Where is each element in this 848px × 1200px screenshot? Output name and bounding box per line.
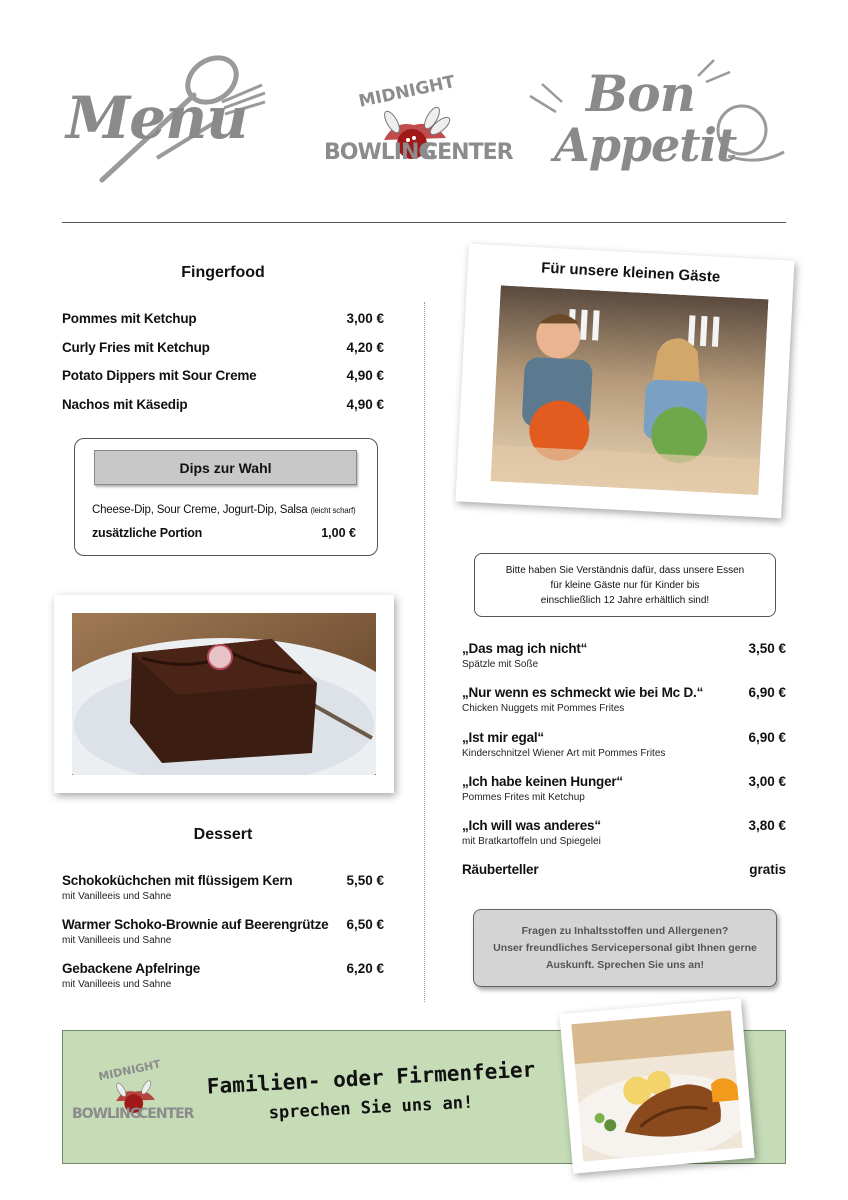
item-name: „Das mag ich nicht“ [462,641,588,656]
dips-extra-price: 1,00 € [321,526,356,540]
notice-line: für kleine Gäste nur für Kinder bis [550,579,700,591]
column-divider [424,302,425,1002]
logo-center-text: CENTER [138,1106,194,1122]
item-price: 4,90 € [346,368,384,383]
brownie-photo [54,595,394,793]
list-item [462,641,786,656]
item-name: Potato Dippers mit Sour Creme [62,368,257,383]
logo-center-text: CENTER [422,140,513,165]
list-item [462,685,786,700]
midnight-bowling-logo [322,72,513,178]
item-desc: mit Vanilleeis und Sahne [62,935,172,946]
appetit-word: Appetit [554,118,737,172]
item-price: 5,50 € [346,873,384,888]
banner-logo [72,1057,198,1134]
brownie-image [72,613,376,775]
item-price: 4,90 € [346,397,384,412]
dips-extra-label: zusätzliche Portion [92,526,203,540]
item-name: „Nur wenn es schmeckt wie bei Mc D.“ [462,685,704,700]
list-item [62,368,384,383]
menu-logo [62,40,272,190]
logo-bowling-text: BOWLING [324,140,436,165]
kids-title: Für unsere kleinen Gäste [540,259,721,286]
kids-notice [474,553,776,617]
item-price: 6,90 € [748,730,786,745]
item-price: 6,20 € [346,961,384,976]
fingerfood-title: Fingerfood [181,264,265,281]
item-price: 3,00 € [346,311,384,326]
item-desc: Kinderschnitzel Wiener Art mit Pommes Frites [462,748,666,759]
item-name: Warmer Schoko-Brownie auf Beerengrütze [62,917,329,932]
item-desc: mit Vanilleeis und Sahne [62,979,172,990]
logo-midnight-text: MIDNIGHT [97,1057,162,1084]
item-desc: Spätzle mit Soße [462,659,539,670]
allergen-line: Auskunft. Sprechen Sie uns an! [545,958,705,971]
list-item [462,862,786,877]
list-item [462,818,786,833]
item-name: „Ist mir egal“ [462,730,544,745]
item-desc: mit Bratkartoffeln und Spiegelei [462,836,601,847]
bon-appetit-logo [528,56,788,186]
item-name: Nachos mit Käsedip [62,397,188,412]
dessert-title: Dessert [193,826,253,843]
logo-midnight-text: MIDNIGHT [356,72,457,112]
item-price: 3,80 € [748,818,786,833]
item-name: Schokoküchchen mit flüssigem Kern [62,873,293,888]
item-price: 3,50 € [748,641,786,656]
item-price: 3,00 € [748,774,786,789]
item-name: Gebackene Apfelringe [62,961,201,976]
menu-word: Menu [66,84,248,152]
notice-line: Bitte haben Sie Verständnis dafür, dass unsere Essen [505,564,745,576]
item-price: 4,20 € [346,340,384,355]
roast-duck-image [571,1010,742,1161]
banner-line-1: Familien- oder Firmenfeier [206,1057,536,1099]
dips-list [92,504,356,516]
list-item [62,311,384,326]
item-name: Pommes mit Ketchup [62,311,197,326]
allergen-notice [473,909,777,987]
item-desc: mit Vanilleeis und Sahne [62,891,172,902]
item-price: 6,90 € [748,685,786,700]
item-desc: Pommes Frites mit Ketchup [462,792,585,803]
item-name: Curly Fries mit Ketchup [62,340,210,355]
header-divider [62,222,786,223]
dips-list-text: Cheese-Dip, Sour Creme, Jogurt-Dip, Salsa [92,504,308,516]
kids-photo-card [455,244,794,519]
logo-bowling-text: BOWLING [72,1106,141,1122]
allergen-line: Fragen zu Inhaltsstoffen und Allergenen? [521,924,729,937]
dips-title: Dips zur Wahl [94,450,357,485]
kids-bowling-image [491,285,769,495]
bon-word: Bon [586,64,695,123]
item-desc: Chicken Nuggets mit Pommes Frites [462,703,625,714]
list-item [462,774,786,789]
list-item [62,873,384,888]
list-item [62,961,384,976]
roast-duck-photo [559,998,754,1173]
list-item [62,340,384,355]
dips-extra-row [92,526,356,540]
item-name: „Ich habe keinen Hunger“ [462,774,623,789]
notice-line: einschließlich 12 Jahre erhältlich sind! [540,594,710,606]
list-item [462,730,786,745]
item-name: „Ich will was anderes“ [462,818,601,833]
list-item [62,397,384,412]
allergen-line: Unser freundliches Servicepersonal gibt Ihnen gerne [493,941,757,954]
item-name: Räuberteller [462,862,539,877]
dips-note: (leicht scharf) [310,506,356,515]
item-price: gratis [749,862,786,877]
banner-line-2: sprechen Sie uns an! [268,1092,474,1124]
item-price: 6,50 € [346,917,384,932]
list-item [62,917,384,932]
